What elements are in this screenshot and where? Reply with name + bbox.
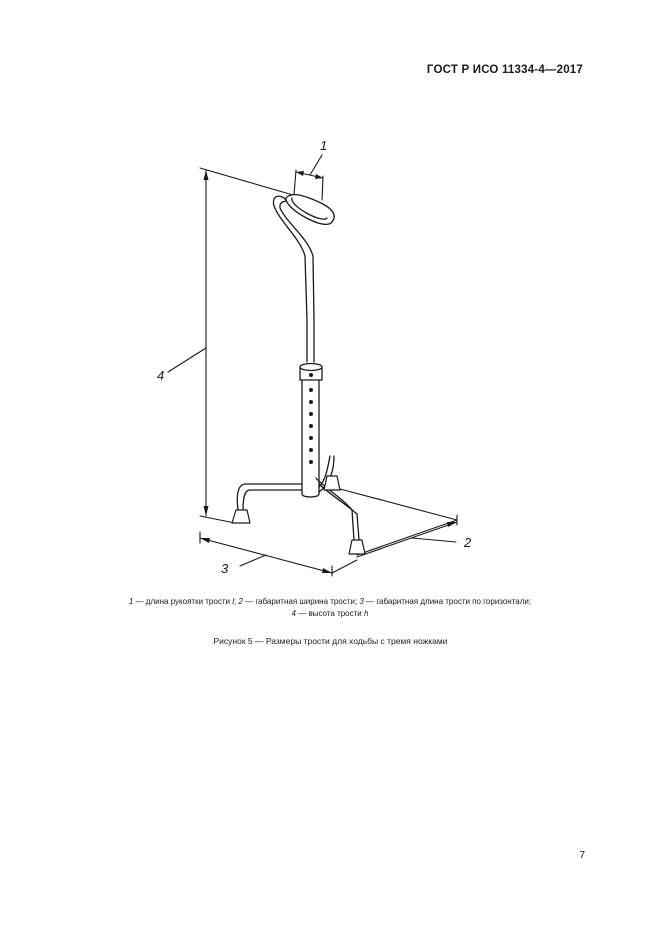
legend-text-4: высота трости [308, 609, 364, 618]
cane-handle [273, 195, 334, 320]
length-dimension [200, 532, 332, 576]
legend-text-1: длина рукоятки трости [145, 597, 233, 606]
figure-caption: Рисунок 5 — Размеры трости для ходьбы с тремя ножками [213, 636, 448, 646]
cane-legs [237, 456, 359, 540]
legend-line-2: 4 — высота трости h [291, 609, 369, 618]
page-number: 7 [579, 850, 585, 861]
legend-var-1: l [232, 597, 234, 606]
legend-line-1: 1 — длина рукоятки трости l; 2 — габаритная ширина трости; 3 — габаритная длина трости по горизонтали; [128, 597, 532, 606]
document-header: ГОСТ Р ИСО 11334-4—2017 [426, 64, 583, 76]
adjustment-holes [309, 373, 313, 464]
legend-var-4: h [363, 609, 369, 618]
legend-num-1: 1 [128, 597, 134, 606]
legend-num-2: 2 [238, 597, 243, 606]
label-4: 4 [157, 368, 165, 383]
legend-text-2: габаритная ширина трости; [255, 597, 360, 606]
cane-feet [232, 476, 365, 554]
height-dimension [168, 168, 293, 523]
label-3: 3 [221, 561, 229, 576]
label-2: 2 [464, 535, 472, 550]
handle-length-dimension [294, 155, 323, 200]
legend-num-3: 3 [359, 597, 364, 606]
cane-shaft [300, 320, 322, 494]
legend-text-3: габаритная длина трости по горизонтали; [376, 597, 532, 606]
figure-legend [60, 596, 600, 620]
legend-num-4: 4 [291, 609, 296, 618]
label-1: 1 [320, 138, 328, 153]
width-dimension [332, 489, 457, 573]
